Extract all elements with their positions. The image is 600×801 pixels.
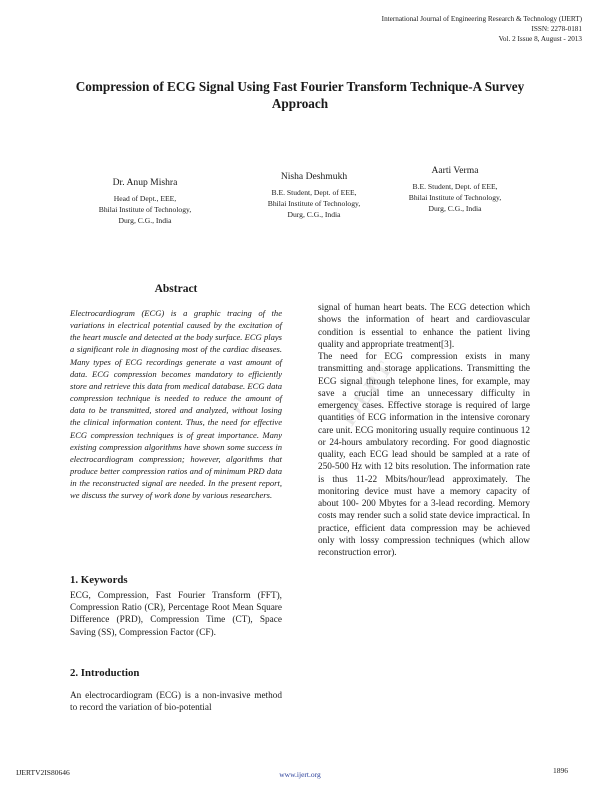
author-name: Dr. Anup Mishra — [112, 177, 178, 188]
author-affiliation: B.E. Student, Dept. of EEE, — [271, 188, 357, 197]
author-institute: Bhilai Institute of Technology, — [98, 205, 192, 215]
author-location: Durg, C.G., India — [287, 210, 341, 220]
keywords-text: ECG, Compression, Fast Fourier Transform (FFT), Compression Ratio (CR), Percentage Root Mean Square Difference (PRD), Compression Time (CT), Space Saving (SS), Compression Factor (CF). — [70, 591, 282, 638]
volume-issue: Vol. 2 Issue 8, August - 2013 — [498, 35, 582, 43]
issn: ISSN: 2278-0181 — [531, 25, 582, 33]
author-institute: Bhilai Institute of Technology, — [408, 193, 502, 203]
author-location: Durg, C.G., India — [428, 204, 482, 214]
author-affiliation: Head of Dept., EEE, — [113, 194, 177, 203]
author-block-1 — [60, 176, 230, 227]
author-institute: Bhilai Institute of Technology, — [267, 199, 361, 209]
journal-header — [382, 14, 582, 44]
author-name: Nisha Deshmukh — [280, 171, 348, 182]
website-link[interactable]: www.ijert.org — [279, 770, 321, 779]
paper-title: Compression of ECG Signal Using Fast Fourier Transform Technique-A Survey Approach — [75, 79, 525, 111]
author-name: Aarti Verma — [431, 165, 479, 176]
right-column — [318, 302, 530, 559]
author-block-3 — [370, 164, 540, 215]
right-paragraph-2: The need for ECG compression exists in many transmitting and storage applications. Transmitting the ECG signal through telephone lines, for example, may save a crucial time an unnecessary difficulty in emergency cases. Effective storage is required of large quantities of ECG information in the intensive coronary care unit. ECG monitoring usually require continuous 12 or 24-hours ambulatory recording. For good diagnostic quality, each ECG lead should be sampled at a rate of 250-500 Hz with 12 bits resolution. The information rate is thus 11-22 Mbits/hour/lead approximately. The monitoring device must have a memory capacity of about 100- 200 Mbytes for a 3-lead recording. Memory costs may render such a solid state device impractical. In practice, efficient data compression may be achieved only with lossy compression techniques (which allow reconstruction error). — [318, 352, 530, 558]
abstract-text: Electrocardiogram (ECG) is a graphic tracing of the variations in electrical potential caused by the excitation of the heart muscle and detected at the body surface. ECG plays a significant role in diagnosing most of the cardiac diseases. Many types of ECG recordings generate a vast amount of data. ECG compression becomes mandatory to efficiently store and retrieve this data from medical database. ECG data compression technique is needed to reduce the amount of data to be transmitted, stored and analyzed, without losing the clinical information content. Thus, the need for effective ECG compression techniques is of great importance. Many existing compression algorithms have shown some success in electrocardiogram compression; however, algorithms that produce better compression ratios and of minimum PRD data in the reconstructed signal are needed. In the present report, we discuss the survey of work done by various researchers. — [70, 308, 282, 501]
page-number: 1896 — [553, 766, 568, 775]
paper-id: IJERTV2IS80646 — [16, 768, 70, 777]
journal-name: International Journal of Engineering Research & Technology (IJERT) — [381, 15, 582, 23]
introduction-text: An electrocardiogram (ECG) is a non-invasive method to record the variation of bio-potential — [70, 691, 282, 714]
author-affiliation: B.E. Student, Dept. of EEE, — [412, 182, 498, 191]
watermark: IJERT — [335, 355, 399, 431]
abstract-heading: Abstract — [154, 283, 198, 295]
author-location: Durg, C.G., India — [118, 216, 172, 226]
right-paragraph-1: signal of human heart beats. The ECG detection which shows the information of heart and cardiovascular condition is essential to enhance the patient living quality and appropriate treatment[3]. — [318, 303, 530, 350]
introduction-heading: 2. Introduction — [70, 667, 140, 679]
keywords-heading: 1. Keywords — [70, 574, 128, 586]
